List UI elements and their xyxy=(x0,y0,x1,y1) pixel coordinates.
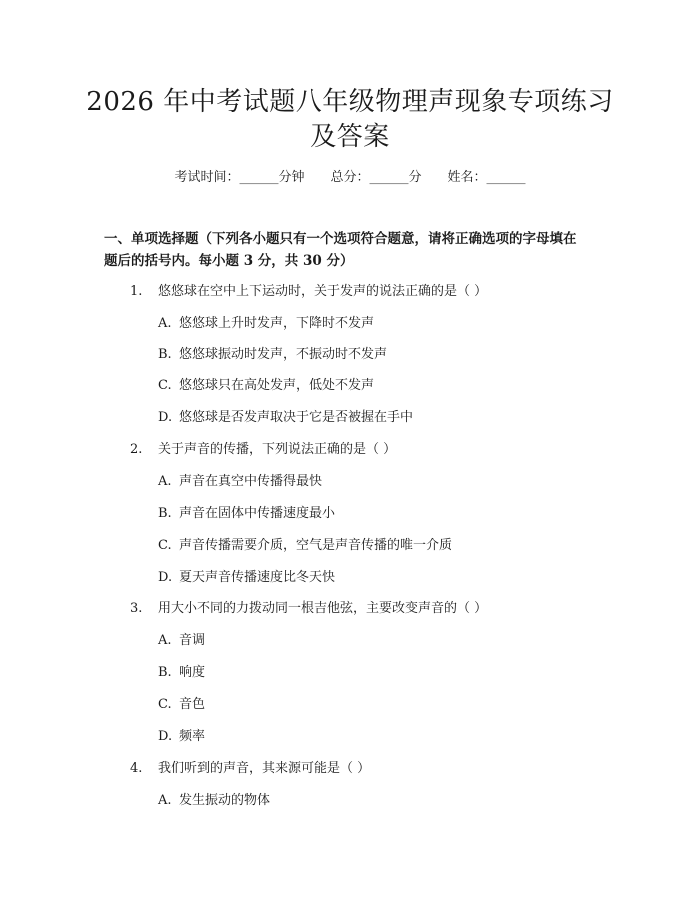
option-letter: C. xyxy=(158,538,172,553)
option-text: 悠悠球振动时发声，不振动时不发声 xyxy=(179,347,388,362)
option-letter: B. xyxy=(158,665,172,680)
document-title-line2: 及答案 xyxy=(310,122,390,152)
option-text: 声音在固体中传播速度最小 xyxy=(179,506,336,521)
option-text: 声音在真空中传播得最快 xyxy=(179,474,323,489)
option-letter: B. xyxy=(158,347,172,362)
question-1 xyxy=(130,282,487,302)
option-text: 频率 xyxy=(179,729,206,744)
question-text: 悠悠球在空中上下运动时，关于发声的说法正确的是（ ） xyxy=(158,284,488,299)
question-number: 1. xyxy=(130,284,143,299)
question-1-option-d xyxy=(158,408,413,428)
option-text: 声音传播需要介质，空气是声音传播的唯一介质 xyxy=(179,538,453,553)
option-text: 发生振动的物体 xyxy=(179,793,271,808)
option-text: 音调 xyxy=(179,633,206,648)
student-name-label: 姓名： xyxy=(447,170,487,185)
question-number: 3. xyxy=(130,601,143,616)
exam-time-blank: ______ xyxy=(239,170,279,185)
total-score-unit: 分 xyxy=(408,170,422,185)
document-title-line1: 2026 年中考试题八年级物理声现象专项练习 xyxy=(86,87,614,117)
section-heading-line2: 题后的括号内。每小题 3 分，共 30 分） xyxy=(104,253,354,269)
option-text: 音色 xyxy=(179,697,206,712)
option-letter: D. xyxy=(158,729,173,744)
question-3-option-d xyxy=(158,727,205,747)
total-score-blank: ______ xyxy=(369,170,409,185)
option-letter: A. xyxy=(158,474,172,489)
exam-meta-line xyxy=(0,168,700,188)
exam-time-unit: 分钟 xyxy=(278,170,305,185)
option-letter: D. xyxy=(158,570,173,585)
question-text: 我们听到的声音，其来源可能是（ ） xyxy=(158,761,371,776)
question-2-option-b xyxy=(158,504,335,524)
option-letter: B. xyxy=(158,506,172,521)
question-2-option-c xyxy=(158,536,452,556)
section-heading-line1: 一、单项选择题（下列各小题只有一个选项符合题意，请将正确选项的字母填在 xyxy=(104,231,577,247)
option-letter: C. xyxy=(158,378,172,393)
question-4 xyxy=(130,759,370,779)
option-text: 悠悠球上升时发声，下降时不发声 xyxy=(179,316,375,331)
question-3-option-a xyxy=(158,631,205,651)
question-3-option-b xyxy=(158,663,205,683)
option-text: 悠悠球是否发声取决于它是否被握在手中 xyxy=(179,410,414,425)
option-letter: A. xyxy=(158,793,172,808)
question-2-option-a xyxy=(158,472,322,492)
question-1-option-b xyxy=(158,345,387,365)
option-letter: D. xyxy=(158,410,173,425)
question-4-option-a xyxy=(158,791,270,811)
question-text: 用大小不同的力拨动同一根吉他弦，主要改变声音的（ ） xyxy=(158,601,488,616)
option-letter: C. xyxy=(158,697,172,712)
question-number: 2. xyxy=(130,442,143,457)
option-text: 悠悠球只在高处发声，低处不发声 xyxy=(179,378,375,393)
student-name-blank: ______ xyxy=(486,170,526,185)
option-text: 夏天声音传播速度比冬天快 xyxy=(179,570,336,585)
question-number: 4. xyxy=(130,761,143,776)
option-letter: A. xyxy=(158,316,172,331)
total-score-label: 总分： xyxy=(330,170,370,185)
question-text: 关于声音的传播，下列说法正确的是（ ） xyxy=(158,442,397,457)
question-1-option-c xyxy=(158,376,374,396)
option-letter: A. xyxy=(158,633,172,648)
question-3-option-c xyxy=(158,695,205,715)
exam-time-label: 考试时间： xyxy=(174,170,240,185)
option-text: 响度 xyxy=(179,665,206,680)
question-3 xyxy=(130,599,487,619)
question-1-option-a xyxy=(158,314,374,334)
question-2 xyxy=(130,440,396,460)
question-2-option-d xyxy=(158,568,335,588)
